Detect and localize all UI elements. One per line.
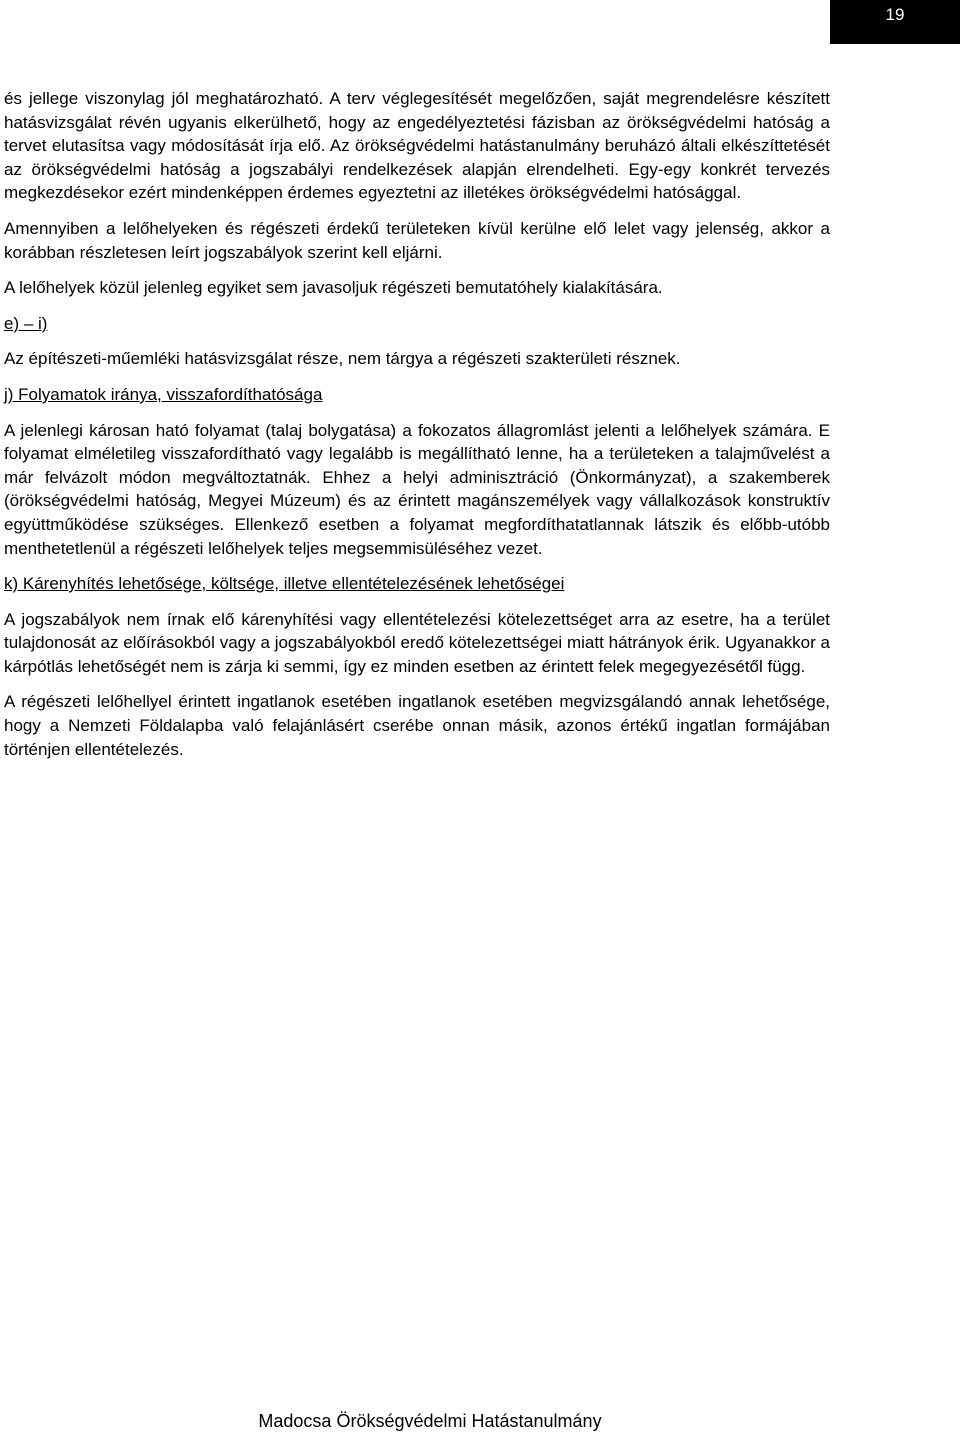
paragraph-showcase: A lelőhelyek közül jelenleg egyiket sem javasoljuk régészeti bemutatóhely kialakítására. bbox=[4, 278, 663, 298]
page-number: 19 bbox=[885, 5, 905, 24]
document-body bbox=[4, 87, 830, 773]
paragraph-processes: A jelenlegi károsan ható folyamat (talaj bolygatása) a fokozatos állagromlást jelenti a lelőhelyek számára. E folyamat elméletileg visszafordítható vagy legalább is megállítható lenne, ha a területeken a talajművelést a már felvázolt módon megváltoztatnák. Ehhez a helyi adminisztráció (Önkormányzat), a szakemberek (örökségvédelmi hatóság, Megyei Múzeum) és az érintett magánszemélyek vagy vállalkozások konstruktív együttműködése szükséges. Ellenkező esetben a folyamat megfordíthatatlannak látszik és előbb-utóbb menthetetlenül a régészeti lelőhelyek teljes megsemmisüléséhez vezet. bbox=[4, 420, 830, 558]
paragraph-intro: és jellege viszonylag jól meghatározható. A terv véglegesítését megelőzően, saját megrendelésre készített hatásvizsgálat révén ugyanis elkerülhető, hogy az engedélyeztetési fázisban az örökségvédelmi hatóság a tervet elutasítsa vagy módosítását írja elő. Az örökségvédelmi hatástanulmány beruházó általi elkészíttetését az örökségvédelmi hatóság a jogszabályi rendelkezések alapján elrendelheti. Egy-egy konkrét tervezés megkezdésekor ezért mindenképpen érdemes egyeztetni az illetékes örökségvédelmi hatósággal. bbox=[4, 89, 830, 203]
page-footer: Madocsa Örökségvédelmi Hatástanulmány bbox=[258, 1411, 602, 1431]
paragraph-architecture: Az építészeti-műemléki hatásvizsgálat része, nem tárgya a régészeti szakterületi résznek. bbox=[4, 349, 681, 369]
paragraph-land-exchange: A régészeti lelőhellyel érintett ingatlanok esetében ingatlanok esetében megvizsgálandó annak lehetősége, hogy a Nemzeti Földalapba való felajánlásért cserébe onnan másik, azonos értékű ingatlan formájában történjen ellentételezés. bbox=[4, 692, 830, 759]
section-heading-j: j) Folyamatok iránya, visszafordíthatósága bbox=[4, 384, 323, 404]
section-heading-k: k) Kárenyhítés lehetősége, költsége, illetve ellentételezésének lehetőségei bbox=[4, 574, 565, 594]
page-number-badge bbox=[830, 0, 960, 44]
paragraph-compensation: A jogszabályok nem írnak elő kárenyhítési vagy ellentételezési kötelezettséget arra az esetre, ha a terület tulajdonosát az előírásokból vagy a jogszabályokból eredő kötelezettségei miatt hátrányok érik. Ugyanakkor a kárpótlás lehetőségét nem is zárja ki semmi, így ez minden esetben az érintett felek megegyezésétől függ. bbox=[4, 609, 830, 676]
paragraph-findings-outside-sites: Amennyiben a lelőhelyeken és régészeti érdekű területeken kívül kerülne elő lelet vagy jelenség, akkor a korábban részletesen leírt jogszabályok szerint kell eljárni. bbox=[4, 218, 830, 262]
section-heading-e-i: e) – i) bbox=[4, 313, 48, 333]
